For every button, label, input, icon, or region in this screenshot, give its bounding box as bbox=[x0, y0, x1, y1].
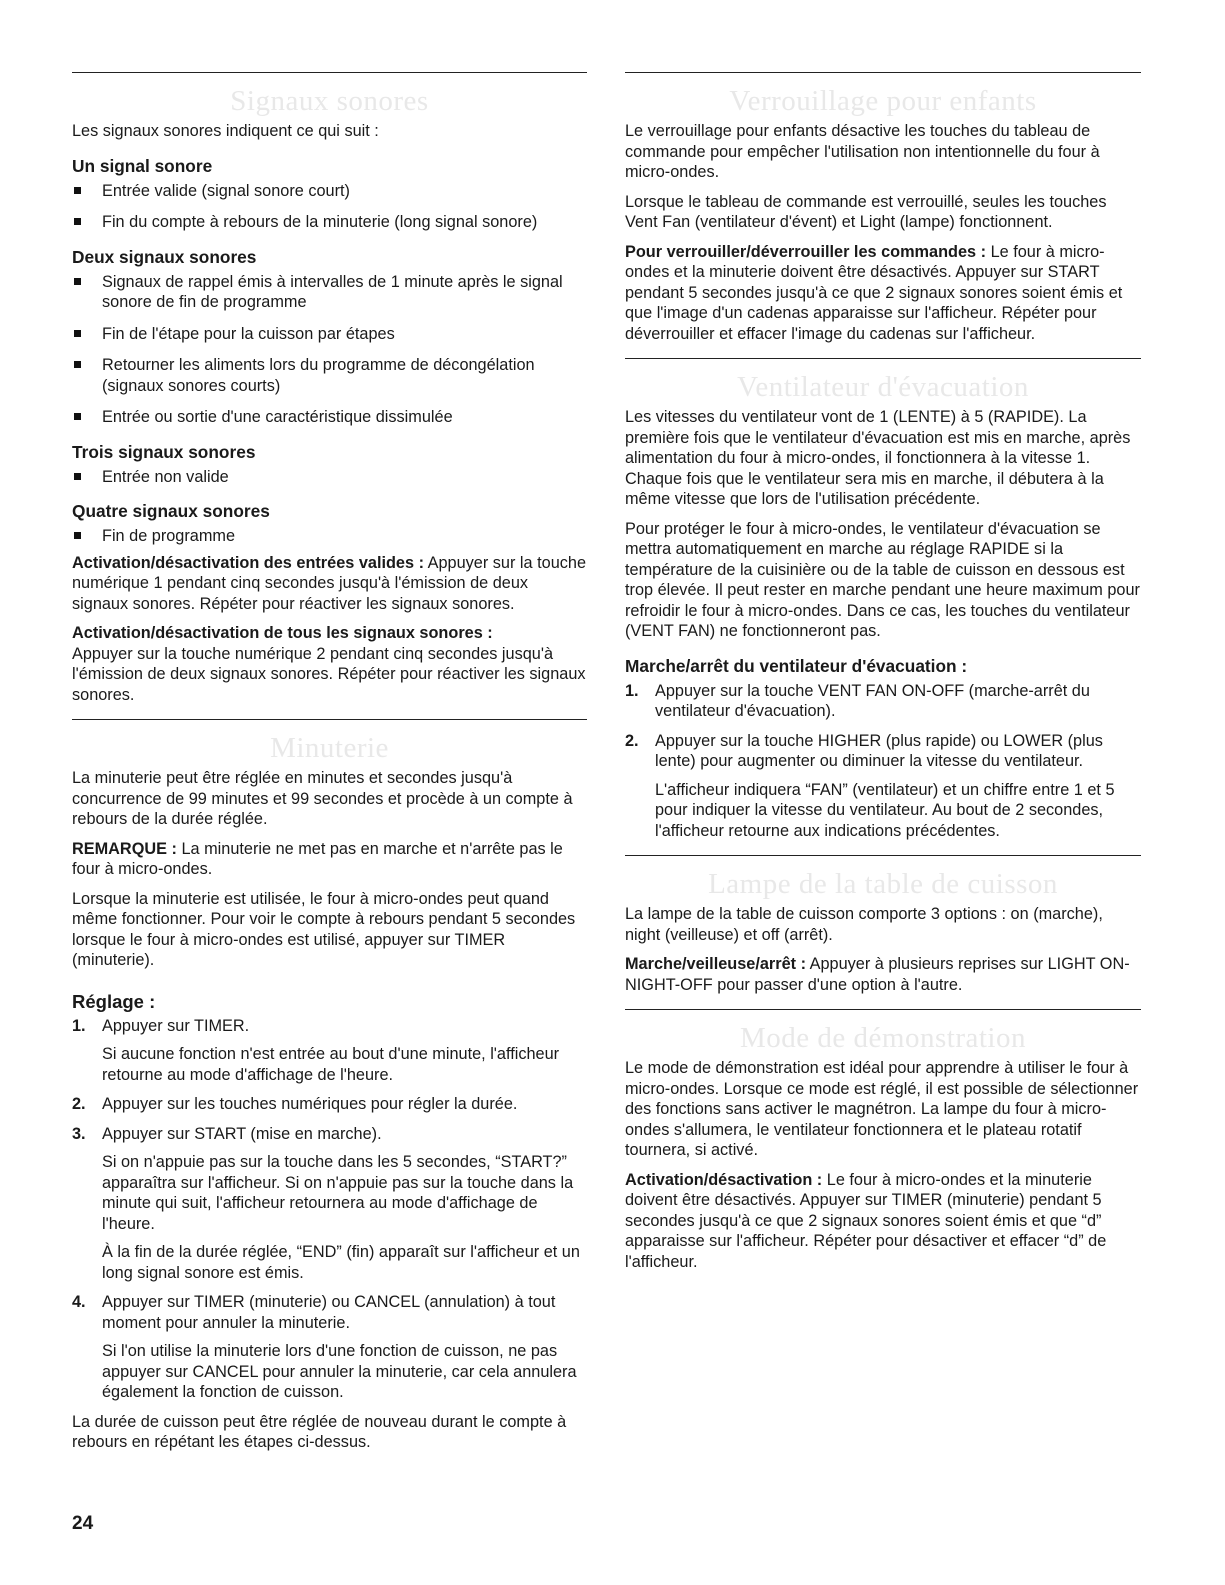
section-title-lampe: Lampe de la table de cuisson bbox=[708, 868, 1058, 900]
step-text: Appuyer sur la touche HIGHER (plus rapide) ou LOWER (plus lente) pour augmenter ou diminuer la vitesse du ventilateur. bbox=[655, 731, 1103, 770]
step-number: 1. bbox=[72, 1016, 86, 1035]
ventilateur-steps bbox=[625, 681, 1141, 842]
act-all-text: Appuyer sur la touche numérique 2 pendant cinq secondes jusqu'à l'émission de deux signaux sonores. Répéter pour réactiver les signaux sonores. bbox=[72, 644, 586, 704]
step-item bbox=[72, 1094, 587, 1115]
heading-un-signal: Un signal sonore bbox=[72, 155, 213, 176]
section-title-demo: Mode de démonstration bbox=[740, 1022, 1026, 1054]
heading-quatre-signaux: Quatre signaux sonores bbox=[72, 501, 270, 521]
step-number: 2. bbox=[72, 1095, 86, 1113]
act-valid-paragraph bbox=[72, 553, 587, 615]
heading-marche-arret-ventilateur: Marche/arrêt du ventilateur d'évacuation : bbox=[625, 655, 968, 676]
section-rule bbox=[72, 72, 587, 73]
lampe-text: Appuyer à plusieurs reprises sur LIGHT ON-NIGHT-OFF pour passer d'une option à l'autre. bbox=[625, 955, 1130, 994]
section-title-ventilateur: Ventilateur d'évacuation bbox=[737, 371, 1029, 403]
list-item: Signaux de rappel émis à intervalles de 1 minute après le signal sonore de fin de programme bbox=[72, 272, 587, 313]
ventilateur-p2: Pour protéger le four à micro-ondes, le ventilateur d'évacuation se mettra automatiquement en marche au réglage RAPIDE si la température de la cuisinière ou de la table de cuisson en dessous est trop élevée. Il peut rester en marche pendant une heure maximum pour refroidir le four à micro-ondes. Dans ce cas, les touches du ventilateur (VENT FAN) ne fonctionneront pas. bbox=[625, 519, 1140, 640]
step-text: Appuyer sur les touches numériques pour régler la durée. bbox=[102, 1095, 518, 1113]
section-rule bbox=[72, 719, 587, 720]
act-all-lead: Activation/désactivation de tous les signaux sonores : bbox=[72, 624, 493, 642]
step-item bbox=[72, 1124, 587, 1284]
demo-lead: Activation/désactivation : bbox=[625, 1170, 823, 1189]
bullet-icon bbox=[74, 218, 81, 225]
step-note: Si on n'appuie pas sur la touche dans les 5 secondes, “START?” apparaîtra sur l'afficheur. Si on n'appuie pas sur la touche dans la minute qui suit, l'afficheur retournera au mode d'affichage de l'heure. bbox=[102, 1153, 574, 1233]
list-trois-signaux bbox=[72, 467, 587, 488]
demo-text: Le four à micro-ondes et la minuterie doivent être désactivés. Appuyer sur TIMER (minuterie) pendant 5 secondes jusqu'à ce que 2 signaux sonores soient émis et que “d” apparaisse sur l'afficheur. Répéter pour désactiver et effacer “d” de l'afficheur. bbox=[625, 1170, 1107, 1271]
bullet-icon bbox=[74, 330, 81, 337]
list-deux-signaux bbox=[72, 272, 587, 428]
step-text: Appuyer sur TIMER. bbox=[102, 1016, 250, 1035]
section-title-signaux: Signaux sonores bbox=[230, 85, 429, 117]
verrouillage-p2: Lorsque le tableau de commande est verrouillé, seules les touches Vent Fan (ventilateur d'évent) et Light (lampe) fonctionnent. bbox=[625, 192, 1107, 231]
section-rule bbox=[625, 72, 1141, 73]
step-item bbox=[72, 1292, 587, 1403]
lampe-lead: Marche/veilleuse/arrêt : bbox=[625, 955, 806, 973]
list-item: Fin de programme bbox=[72, 526, 587, 547]
section-title-minuterie: Minuterie bbox=[270, 732, 389, 764]
step-note: À la fin de la durée réglée, “END” (fin) apparaît sur l'afficheur et un long signal sonore est émis. bbox=[102, 1243, 580, 1282]
demo-instructions bbox=[625, 1170, 1141, 1273]
step-number: 2. bbox=[625, 731, 639, 750]
remarque-paragraph bbox=[72, 839, 587, 880]
list-un-signal bbox=[72, 181, 587, 233]
step-item bbox=[625, 731, 1141, 842]
list-item: Entrée non valide bbox=[72, 467, 587, 488]
step-item bbox=[72, 1016, 587, 1086]
ventilateur-p1: Les vitesses du ventilateur vont de 1 (LENTE) à 5 (RAPIDE). La première fois que le ventilateur d'évacuation est mis en marche, après alimentation du four à micro-ondes, il fonctionnera à la vitesse 1. Chaque fois que le ventilateur sera mis en marche, il débutera à la même vitesse que lors de l'utilisation précédente. bbox=[625, 408, 1131, 508]
lampe-instructions bbox=[625, 954, 1141, 995]
bullet-icon bbox=[74, 413, 81, 420]
left-column bbox=[72, 72, 587, 1462]
signaux-intro: Les signaux sonores indiquent ce qui suit : bbox=[72, 122, 379, 140]
list-item: Fin de l'étape pour la cuisson par étapes bbox=[72, 324, 587, 345]
verrouillage-instructions bbox=[625, 242, 1141, 345]
list-item: Fin du compte à rebours de la minuterie (long signal sonore) bbox=[72, 212, 587, 233]
verrouillage-lead: Pour verrouiller/déverrouiller les commandes : bbox=[625, 242, 987, 261]
step-text: Appuyer sur TIMER (minuterie) ou CANCEL (annulation) à tout moment pour annuler la minuterie. bbox=[102, 1293, 556, 1332]
heading-deux-signaux: Deux signaux sonores bbox=[72, 246, 257, 267]
step-note: L'afficheur indiquera “FAN” (ventilateur) et un chiffre entre 1 et 5 pour indiquer la vitesse du ventilateur. Au bout de 2 secondes, l'afficheur retourne aux indications précédentes. bbox=[655, 780, 1115, 840]
heading-trois-signaux: Trois signaux sonores bbox=[72, 441, 256, 462]
bullet-icon bbox=[74, 187, 81, 194]
right-column bbox=[625, 72, 1141, 1281]
section-rule bbox=[625, 855, 1141, 856]
demo-p1: Le mode de démonstration est idéal pour apprendre à utiliser le four à micro-ondes. Lorsque ce mode est réglé, il est possible de sélectionner des fonctions sans activer le magnétron. La lampe du four à micro-ondes s'allumera, le ventilateur fonctionnera et le plateau rotatif tournera, si activé. bbox=[625, 1059, 1139, 1159]
remarque-lead: REMARQUE : bbox=[72, 839, 177, 858]
act-valid-lead: Activation/désactivation des entrées valides : bbox=[72, 553, 424, 572]
verrouillage-text: Le four à micro-ondes et la minuterie doivent être désactivés. Appuyer sur START pendant 5 secondes jusqu'à ce que 2 signaux sonores soient émis et que l'image d'un cadenas apparaisse sur l'afficheur. Répéter pour déverrouiller et effacer l'image du cadenas sur l'afficheur. bbox=[625, 242, 1123, 343]
list-quatre-signaux bbox=[72, 526, 587, 547]
verrouillage-p1: Le verrouillage pour enfants désactive les touches du tableau de commande pour empêcher l'utilisation non intentionnelle du four à micro-ondes. bbox=[625, 122, 1100, 181]
bullet-icon bbox=[74, 532, 81, 539]
section-rule bbox=[625, 358, 1141, 359]
section-rule bbox=[625, 1009, 1141, 1010]
reglage-steps bbox=[72, 1016, 587, 1403]
list-item: Retourner les aliments lors du programme de décongélation (signaux sonores courts) bbox=[72, 355, 587, 396]
step-number: 1. bbox=[625, 681, 639, 700]
bullet-icon bbox=[74, 473, 81, 480]
heading-reglage: Réglage : bbox=[72, 990, 156, 1012]
step-text: Appuyer sur la touche VENT FAN ON-OFF (marche-arrêt du ventilateur d'évacuation). bbox=[655, 681, 1090, 720]
list-item: Entrée ou sortie d'une caractéristique dissimulée bbox=[72, 407, 587, 428]
list-item: Entrée valide (signal sonore court) bbox=[72, 181, 587, 202]
bullet-icon bbox=[74, 361, 81, 368]
minuterie-p3: La durée de cuisson peut être réglée de nouveau durant le compte à rebours en répétant les étapes ci-dessus. bbox=[72, 1412, 567, 1451]
act-valid-text: Appuyer sur la touche numérique 1 pendant cinq secondes jusqu'à l'émission de deux signaux sonores. Répéter pour réactiver les signaux sonores. bbox=[72, 553, 587, 613]
step-number: 3. bbox=[72, 1124, 86, 1143]
minuterie-p1: La minuterie peut être réglée en minutes et secondes jusqu'à concurrence de 99 minutes et 99 secondes et procède à un compte à rebours de la durée réglée. bbox=[72, 769, 573, 828]
act-all-paragraph bbox=[72, 623, 587, 705]
lampe-p1: La lampe de la table de cuisson comporte 3 options : on (marche), night (veilleuse) et off (arrêt). bbox=[625, 905, 1103, 944]
step-note: Si aucune fonction n'est entrée au bout d'une minute, l'afficheur retourne au mode d'affichage de l'heure. bbox=[102, 1045, 560, 1084]
bullet-icon bbox=[74, 278, 81, 285]
remarque-text: La minuterie ne met pas en marche et n'arrête pas le four à micro-ondes. bbox=[72, 839, 563, 878]
minuterie-p2: Lorsque la minuterie est utilisée, le four à micro-ondes peut quand même fonctionner. Pour voir le compte à rebours pendant 5 secondes lorsque le four à micro-ondes est utilisé, appuyer sur TIMER (minuterie). bbox=[72, 889, 576, 969]
step-text: Appuyer sur START (mise en marche). bbox=[102, 1124, 382, 1143]
page-number: 24 bbox=[72, 1513, 94, 1534]
step-number: 4. bbox=[72, 1293, 86, 1311]
section-title-verrouillage: Verrouillage pour enfants bbox=[729, 85, 1037, 117]
step-item bbox=[625, 681, 1141, 722]
step-note: Si l'on utilise la minuterie lors d'une fonction de cuisson, ne pas appuyer sur CANCEL pour annuler la minuterie, car cela annulera également la fonction de cuisson. bbox=[102, 1342, 577, 1401]
